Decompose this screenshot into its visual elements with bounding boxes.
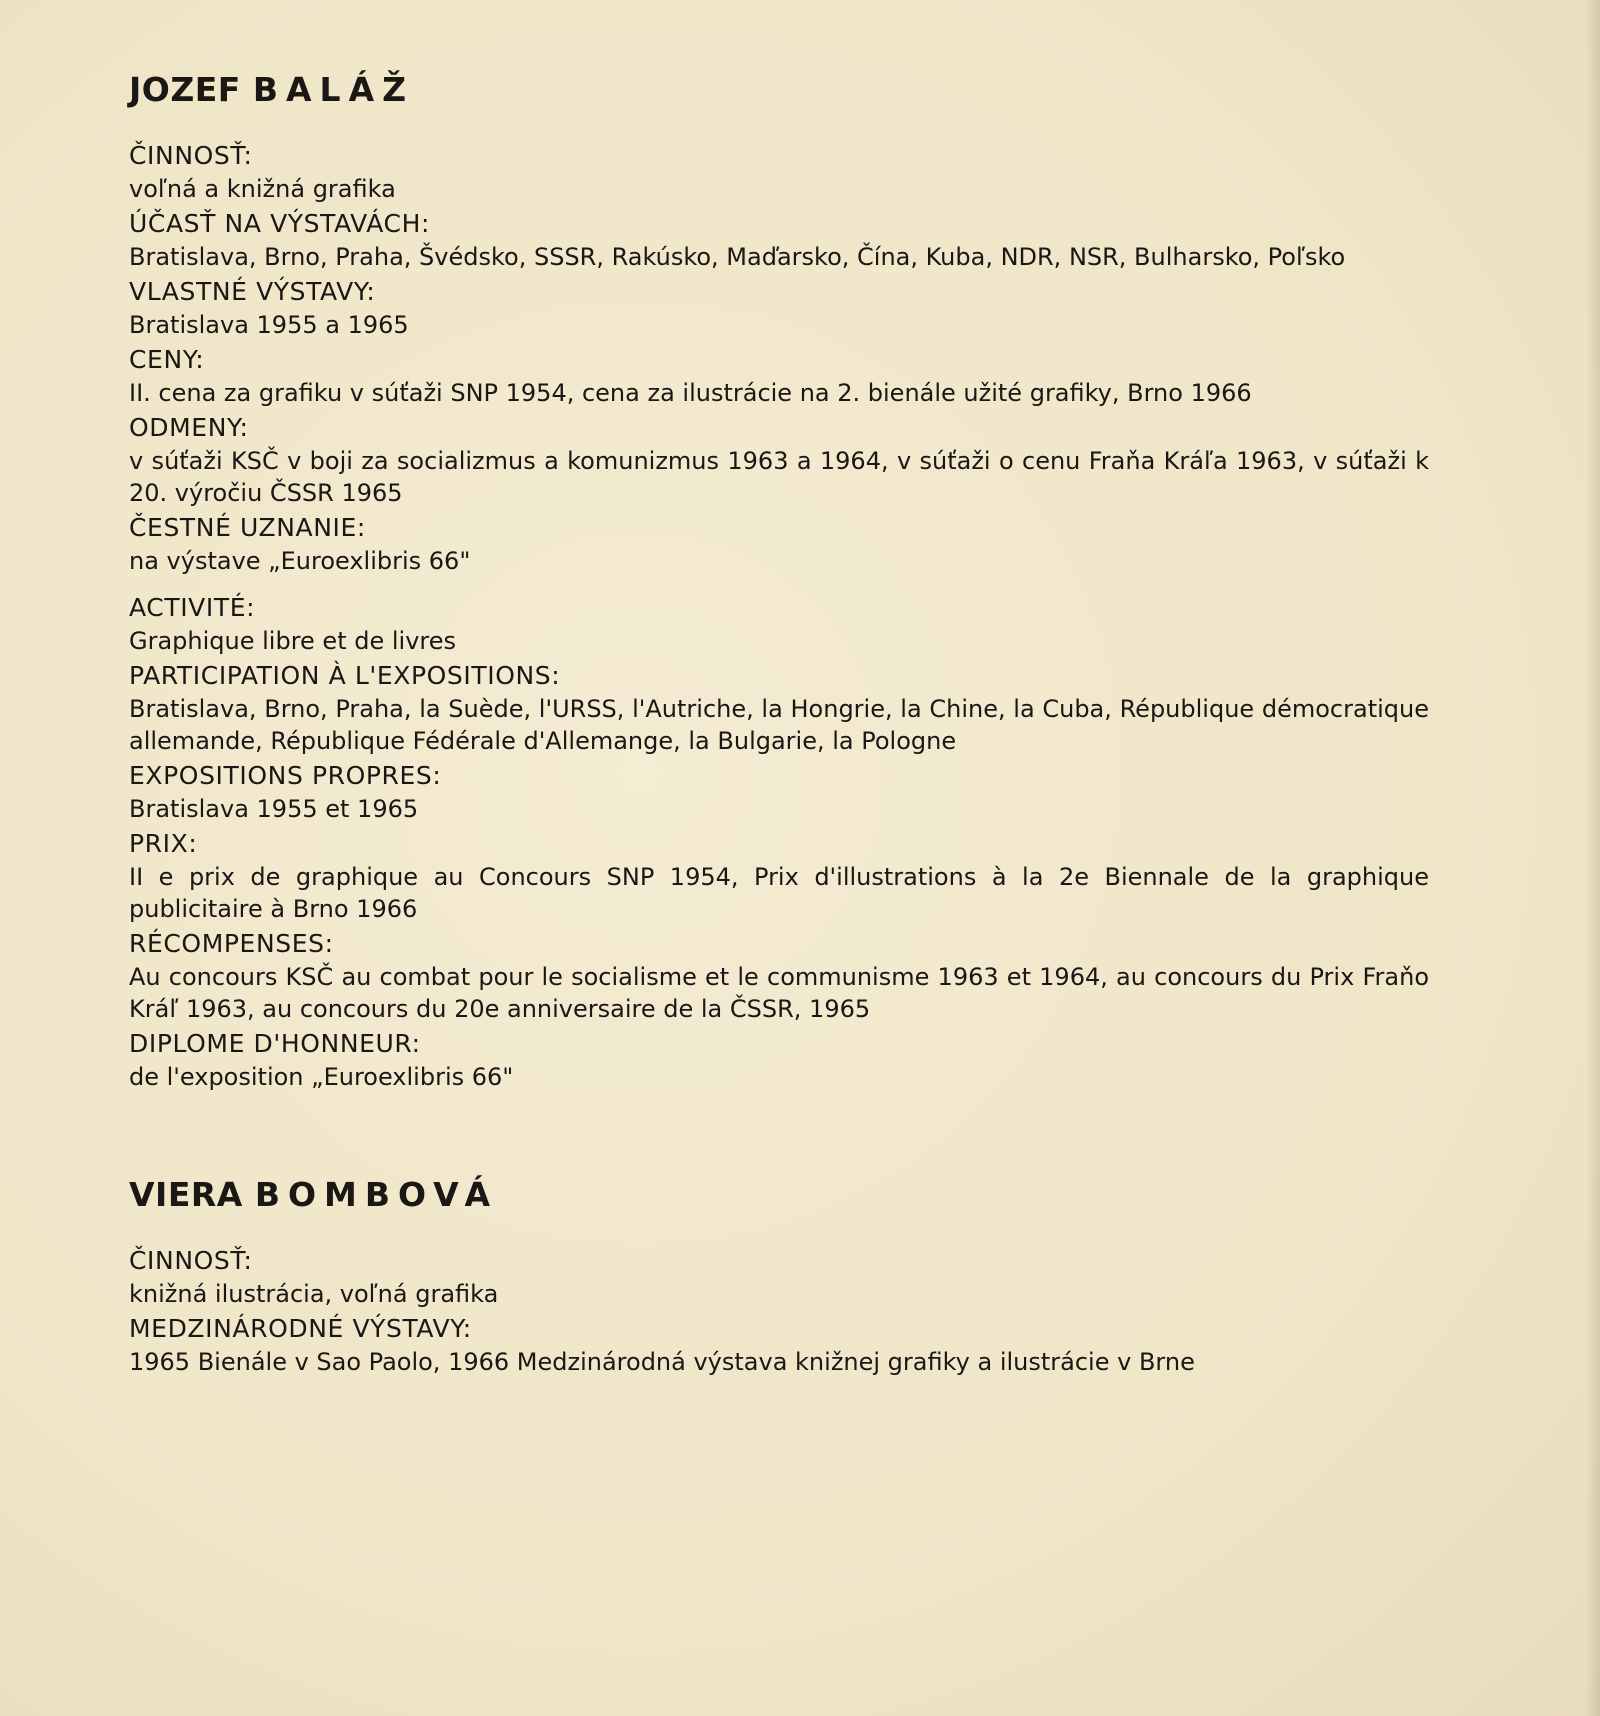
field-label: ACTIVITÉ: — [129, 593, 256, 622]
field-label: RÉCOMPENSES: — [129, 929, 334, 958]
field-value: de l'exposition „Euroexlibris 66" — [129, 1063, 514, 1091]
artist-entry-balaz — [129, 70, 1429, 1093]
slovak-section — [129, 1244, 1429, 1378]
field-label: CENY: — [129, 345, 205, 374]
artist-last-name: BOMBOVÁ — [254, 1175, 499, 1214]
artist-first-name: JOZEF — [129, 70, 241, 109]
field-value: Au concours KSČ au combat pour le socialisme et le communisme 1963 et 1964, au concours du Prix Fraňo Kráľ 1963, au concours du 20e anniversaire de la ČSSR, 1965 — [129, 963, 1429, 1023]
french-section — [129, 591, 1429, 1093]
field-value: Bratislava 1955 et 1965 — [129, 795, 419, 823]
field-label: ČINNOSŤ: — [129, 141, 253, 170]
field-label: PARTICIPATION À L'EXPOSITIONS: — [129, 661, 561, 690]
artist-name — [129, 70, 1429, 109]
field-value: Bratislava, Brno, Praha, Švédsko, SSSR, Rakúsko, Maďarsko, Čína, Kuba, NDR, NSR, Bulharsko, Poľsko — [129, 243, 1346, 271]
field-value: II e prix de graphique au Concours SNP 1954, Prix d'illustrations à la 2e Biennale de la graphique publicitaire à Brno 1966 — [129, 863, 1429, 923]
field-value: na výstave „Euroexlibris 66" — [129, 547, 471, 575]
field-value: Bratislava, Brno, Praha, la Suède, l'URSS, l'Autriche, la Hongrie, la Chine, la Cuba, République démocratique allemande, République Fédérale d'Allemange, la Bulgarie, la Pologne — [129, 695, 1429, 755]
artist-name — [129, 1175, 1429, 1214]
field-value: Graphique libre et de livres — [129, 627, 457, 655]
field-value: knižná ilustrácia, voľná grafika — [129, 1280, 499, 1308]
artist-entry-bombova — [129, 1175, 1429, 1378]
field-label: ČINNOSŤ: — [129, 1246, 253, 1275]
field-label: EXPOSITIONS PROPRES: — [129, 761, 442, 790]
document-body — [129, 70, 1429, 1378]
field-label: ODMENY: — [129, 413, 249, 442]
field-value: v súťaži KSČ v boji za socializmus a komunizmus 1963 a 1964, v súťaži o cenu Fraňa Kráľa 1963, v súťaži k 20. výročiu ČSSR 1965 — [129, 447, 1429, 507]
field-value: voľná a knižná grafika — [129, 175, 396, 203]
field-label: PRIX: — [129, 829, 198, 858]
field-label: ČESTNÉ UZNANIE: — [129, 513, 366, 542]
slovak-section — [129, 139, 1429, 577]
field-value: Bratislava 1955 a 1965 — [129, 311, 409, 339]
field-label: DIPLOME D'HONNEUR: — [129, 1029, 421, 1058]
field-label: VLASTNÉ VÝSTAVY: — [129, 277, 376, 306]
field-value: II. cena za grafiku v súťaži SNP 1954, cena za ilustrácie na 2. bienále užité grafiky, Brno 1966 — [129, 379, 1252, 407]
field-value: 1965 Bienále v Sao Paolo, 1966 Medzinárodná výstava knižnej grafiky a ilustrácie v Brne — [129, 1348, 1195, 1376]
field-label: MEDZINÁRODNÉ VÝSTAVY: — [129, 1314, 472, 1343]
artist-last-name: BALÁŽ — [252, 70, 415, 109]
page-edge-shadow — [1586, 0, 1600, 1716]
field-label: ÚČASŤ NA VÝSTAVÁCH: — [129, 209, 431, 238]
artist-first-name: VIERA — [129, 1175, 243, 1214]
